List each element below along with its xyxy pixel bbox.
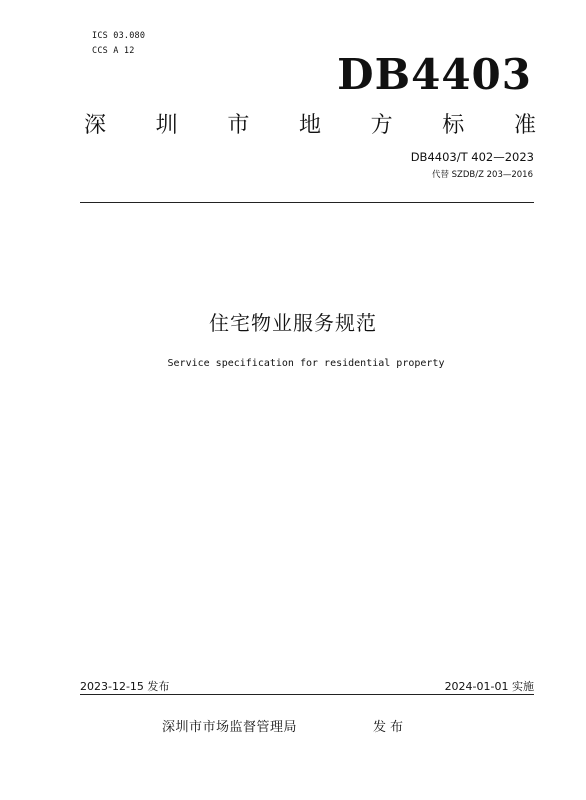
header-divider <box>80 202 534 203</box>
standard-type-char: 方 <box>370 113 393 138</box>
standard-type-char: 标 <box>442 113 465 138</box>
implementation-date: 2024-01-01 实施 <box>444 680 534 693</box>
publish-label: 发布 <box>373 720 408 735</box>
ics-code: ICS 03.080 <box>92 31 146 41</box>
standard-number: DB4403/T 402—2023 <box>410 150 534 164</box>
publisher-name: 深圳市市场监督管理局 <box>162 720 298 735</box>
standard-type-char: 圳 <box>155 113 178 138</box>
standard-prefix-code: DB4403 <box>337 50 532 99</box>
issue-date: 2023-12-15 发布 <box>80 680 170 693</box>
ccs-code: CCS A 12 <box>92 46 135 56</box>
standard-type-char: 市 <box>227 113 250 138</box>
replaces-note: 代替 SZDB/Z 203—2016 <box>431 170 533 180</box>
standard-type-char: 地 <box>298 113 321 138</box>
standard-type-char: 深 <box>84 113 107 138</box>
document-title-en: Service specification for residential property <box>167 358 445 369</box>
footer-divider <box>80 694 534 695</box>
standard-type-char: 准 <box>513 113 536 138</box>
standard-type-label <box>84 112 536 140</box>
document-title-zh: 住宅物业服务规范 <box>209 311 377 335</box>
